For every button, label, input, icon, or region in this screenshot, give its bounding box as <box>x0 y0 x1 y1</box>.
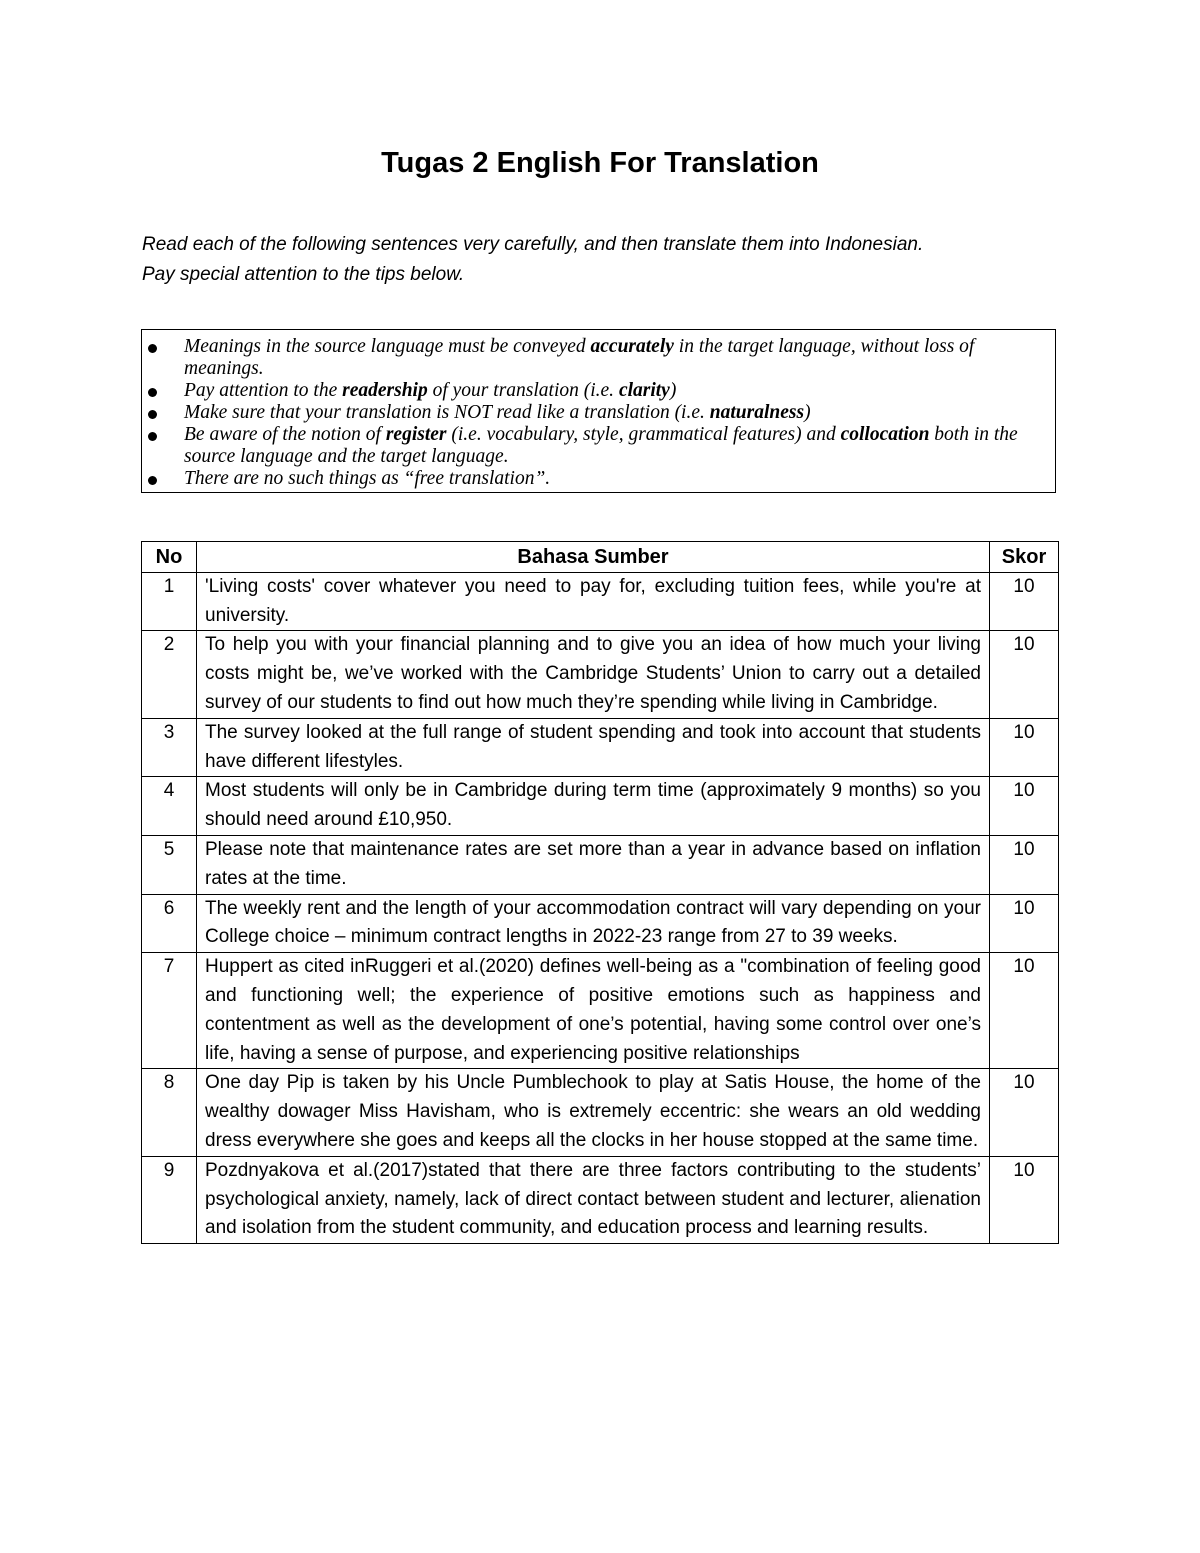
row-number: 5 <box>142 835 197 894</box>
tip-text: in the target language, without loss of meanings. <box>184 336 975 379</box>
tip-text: ) <box>804 402 811 423</box>
bullet-icon <box>148 388 157 397</box>
table-row <box>142 894 1059 953</box>
tip-emphasis: readership <box>342 380 428 401</box>
tip-emphasis: naturalness <box>709 402 805 423</box>
source-sentence: 'Living costs' cover whatever you need to pay for, excluding tuition fees, while you're at university. <box>197 572 990 631</box>
tip-item <box>142 402 1055 424</box>
bullet-icon <box>148 410 157 419</box>
instruction-line: Read each of the following sentences very carefully, and then translate them into Indonesian. <box>142 234 924 255</box>
tips-list <box>142 330 1055 490</box>
row-score: 10 <box>990 718 1059 777</box>
table-row <box>142 953 1059 1069</box>
row-number: 3 <box>142 718 197 777</box>
document-title: Tugas 2 English For Translation <box>381 147 819 179</box>
tip-text: Make sure that your translation is NOT read like a translation (i.e. <box>184 402 710 423</box>
header-source-text: Bahasa Sumber <box>197 542 990 573</box>
translation-table <box>141 541 1059 1244</box>
source-sentence: One day Pip is taken by his Uncle Pumblechook to play at Satis House, the home of the wealthy dowager Miss Havisham, who is extremely eccentric: she wears an old wedding dress everywhere she goes and keeps all the clocks in her house stopped at the same time. <box>197 1069 990 1156</box>
row-score: 10 <box>990 953 1059 1069</box>
bullet-icon <box>148 476 157 485</box>
header-score: Skor <box>990 542 1059 573</box>
row-number: 6 <box>142 894 197 953</box>
tip-emphasis: register <box>385 424 447 445</box>
tip-text: There are no such things as “free translation”. <box>184 468 551 489</box>
table-row <box>142 718 1059 777</box>
instruction-line: Pay special attention to the tips below. <box>142 264 465 285</box>
tips-box <box>141 329 1056 493</box>
row-score: 10 <box>990 777 1059 836</box>
tip-text: both in the source language and the target language. <box>184 424 1018 467</box>
row-number: 9 <box>142 1156 197 1243</box>
row-number: 2 <box>142 631 197 718</box>
table-row <box>142 572 1059 631</box>
table-body <box>142 572 1059 1243</box>
tip-text: Pay attention to the <box>184 380 343 401</box>
source-sentence: Pozdnyakova et al.(2017)stated that there are three factors contributing to the students’ psychological anxiety, namely, lack of direct contact between student and lecturer, alienation and isolation from the student community, and education process and learning results. <box>197 1156 990 1243</box>
table-header-row <box>142 542 1059 573</box>
tip-text: of your translation (i.e. <box>427 380 619 401</box>
instructions <box>142 230 1062 290</box>
row-number: 7 <box>142 953 197 1069</box>
tip-emphasis: clarity <box>618 380 670 401</box>
tip-item <box>142 336 1055 380</box>
tip-item <box>142 380 1055 402</box>
tip-emphasis: accurately <box>590 336 674 357</box>
tip-item <box>142 424 1055 468</box>
bullet-icon <box>148 432 157 441</box>
bullet-icon <box>148 344 157 353</box>
table-row <box>142 777 1059 836</box>
row-score: 10 <box>990 631 1059 718</box>
tip-emphasis: collocation <box>840 424 930 445</box>
source-sentence: Huppert as cited inRuggeri et al.(2020) defines well-being as a "combination of feeling good and functioning well; the experience of positive emotions such as happiness and contentment as well as the development of one’s potential, having some control over one’s life, having a sense of purpose, and experiencing positive relationships <box>197 953 990 1069</box>
row-score: 10 <box>990 1069 1059 1156</box>
tip-text: ) <box>669 380 677 401</box>
source-sentence: Most students will only be in Cambridge during term time (approximately 9 months) so you should need around £10,950. <box>197 777 990 836</box>
source-sentence: Please note that maintenance rates are set more than a year in advance based on inflation rates at the time. <box>197 835 990 894</box>
table-row <box>142 1069 1059 1156</box>
row-number: 1 <box>142 572 197 631</box>
tip-text: Meanings in the source language must be conveyed <box>184 336 591 357</box>
source-sentence: The survey looked at the full range of student spending and took into account that students have different lifestyles. <box>197 718 990 777</box>
header-no: No <box>142 542 197 573</box>
row-number: 4 <box>142 777 197 836</box>
source-sentence: To help you with your financial planning and to give you an idea of how much your living costs might be, we’ve worked with the Cambridge Students’ Union to carry out a detailed survey of our students to find out how much they’re spending while living in Cambridge. <box>197 631 990 718</box>
row-score: 10 <box>990 894 1059 953</box>
tip-text: (i.e. vocabulary, style, grammatical features) and <box>446 424 841 445</box>
row-score: 10 <box>990 572 1059 631</box>
source-sentence: The weekly rent and the length of your accommodation contract will vary depending on your College choice – minimum contract lengths in 2022-23 range from 27 to 39 weeks. <box>197 894 990 953</box>
row-score: 10 <box>990 835 1059 894</box>
tip-text: Be aware of the notion of <box>184 424 386 445</box>
table-row <box>142 835 1059 894</box>
row-number: 8 <box>142 1069 197 1156</box>
table-row <box>142 1156 1059 1243</box>
tip-item <box>142 468 1055 490</box>
table-row <box>142 631 1059 718</box>
row-score: 10 <box>990 1156 1059 1243</box>
